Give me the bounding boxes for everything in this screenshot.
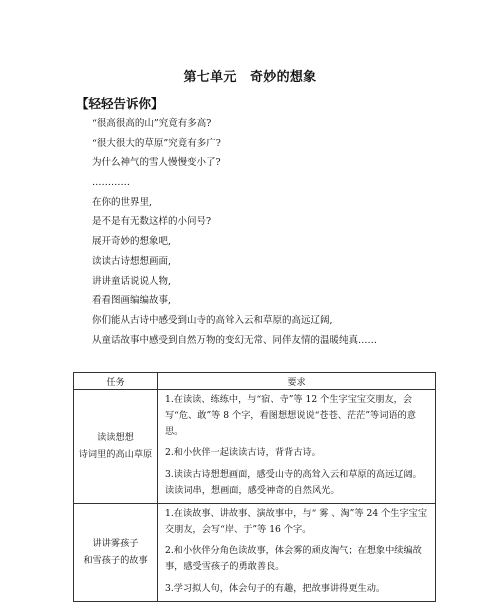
requirement-item: 3.读读古诗想想画面，感受山寺的高耸入云和草原的高远辽阔。读读词串，想画面，感受神奇的自然风光。 <box>165 469 422 496</box>
task-cell <box>74 390 158 504</box>
table-header-requirements: 要求 <box>158 373 436 390</box>
text-line: 是不是有无数这样的小问号? <box>92 216 212 228</box>
task-cell <box>74 503 158 601</box>
requirement-item: 2.和小伙伴一起读读古诗，背背古诗。 <box>165 447 321 459</box>
text-line: ………… <box>92 177 130 189</box>
table-header-task: 任务 <box>74 373 158 390</box>
text-line: “很高很高的山”究竟有多高? <box>92 118 212 129</box>
task-line: 讲讲雾孩子 <box>92 538 139 550</box>
table-row <box>74 503 436 601</box>
task-line: 读读想想 <box>97 432 134 444</box>
requirement-item: 1.在读读、练练中，与“宿、寺”等 12 个生字宝宝交朋友，会写“危、敢”等 8 个字，看图想想说说“苍苍、茫茫”等词语的意思。 <box>165 394 416 437</box>
text-line: 展开奇妙的想象吧, <box>92 236 172 248</box>
requirement-item: 1.在读故事、讲故事、演故事中，与“ 雾 、淘”等 24 个生字宝宝交朋友，会写“岸、于”等 16 个字。 <box>165 507 428 535</box>
text-line: 从童话故事中感受到自然万物的变幻无常、同伴友情的温暖纯真…… <box>92 334 378 346</box>
text-line: 看看图画编编故事, <box>92 295 172 307</box>
task-line: 诗词里的高山草原 <box>78 449 153 461</box>
requirements-cell <box>158 503 436 601</box>
task-line: 和雪孩子的故事 <box>83 555 148 567</box>
text-line: 为什么神气的雪人慢慢变小了? <box>92 157 221 169</box>
text-line: 读读古诗想想画面, <box>92 255 172 267</box>
text-line: 讲讲童话说说人物, <box>92 275 172 287</box>
page-title: 第七单元 奇妙的想象 <box>183 70 317 85</box>
text-line: 你们能从古诗中感受到山寺的高耸入云和草原的高远辽阔, <box>92 314 333 326</box>
table-header-row <box>74 373 436 390</box>
requirement-item: 2.和小伙伴分角色读故事，体会雾的顽皮淘气；在想象中续编故事，感受雪孩子的勇敢善良。 <box>165 545 422 573</box>
intro-text <box>92 118 472 354</box>
text-line: 在你的世界里, <box>92 196 153 208</box>
text-line: “很大很大的草原”究竟有多广? <box>92 137 221 149</box>
requirements-cell <box>158 390 436 504</box>
task-table <box>73 372 436 602</box>
requirement-item: 3.学习拟人句，体会句子的有趣，把故事讲得更生动。 <box>165 582 386 594</box>
table-row <box>74 390 436 504</box>
section-heading: 【轻轻告诉你】 <box>76 96 164 111</box>
